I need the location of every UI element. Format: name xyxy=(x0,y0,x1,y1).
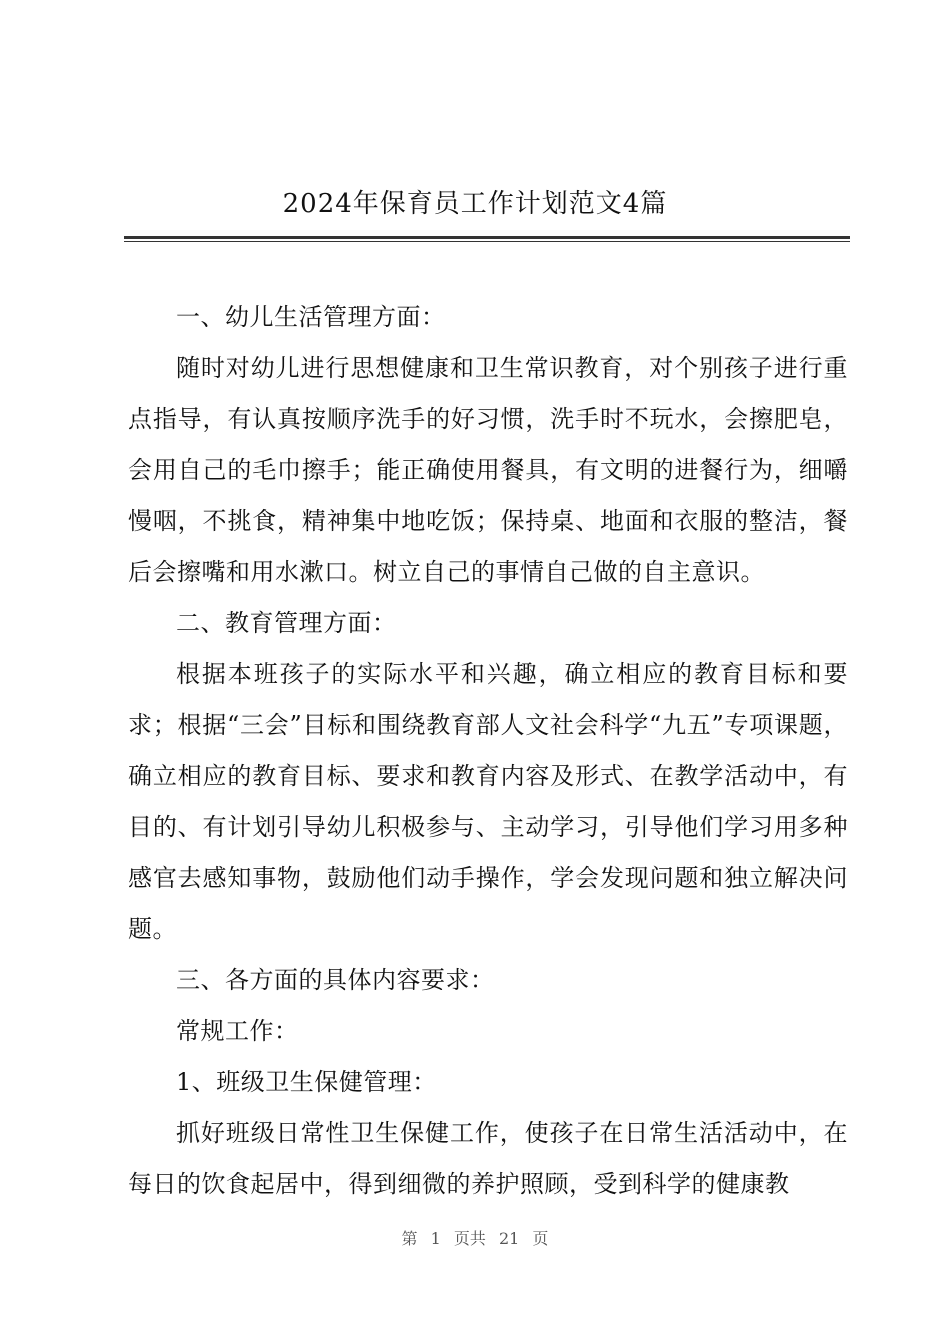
title-divider xyxy=(124,236,850,239)
page-footer: 第 1 页共 21 页 xyxy=(401,1229,549,1248)
section-heading-1: 一、幼儿生活管理方面： xyxy=(176,303,446,331)
section-heading-2: 二、教育管理方面： xyxy=(176,609,397,637)
paragraph: 抓好班级日常性卫生保健工作，使孩子在日常生活活动中，在每日的饮食起居中，得到细微的养护照顾，受到科学的健康教 xyxy=(128,1119,848,1198)
section-heading-3: 三、各方面的具体内容要求： xyxy=(176,966,495,994)
paragraph: 随时对幼儿进行思想健康和卫生常识教育，对个别孩子进行重点指导，有认真按顺序洗手的好习惯，洗手时不玩水，会擦肥皂，会用自己的毛巾擦手；能正确使用餐具，有文明的进餐行为，细嚼慢咽，不挑食，精神集中地吃饭；保持桌、地面和衣服的整洁，餐后会擦嘴和用水漱口。树立自己的事情自己做的自主意识。 xyxy=(128,354,848,586)
paragraph: 根据本班孩子的实际水平和兴趣，确立相应的教育目标和要求；根据“三会”目标和围绕教育部人文社会科学“九五”专项课题，确立相应的教育目标、要求和教育内容及形式、在教学活动中，有目的、有计划引导幼儿积极参与、主动学习，引导他们学习用多种感官去感知事物，鼓励他们动手操作，学会发现问题和独立解决问题。 xyxy=(128,660,848,943)
subheading: 1、班级卫生保健管理： xyxy=(176,1068,437,1096)
document-title: 2024年保育员工作计划范文4篇 xyxy=(282,189,668,219)
title-divider-thin xyxy=(124,241,850,242)
document-body xyxy=(128,292,848,1210)
subheading: 常规工作： xyxy=(176,1017,299,1045)
